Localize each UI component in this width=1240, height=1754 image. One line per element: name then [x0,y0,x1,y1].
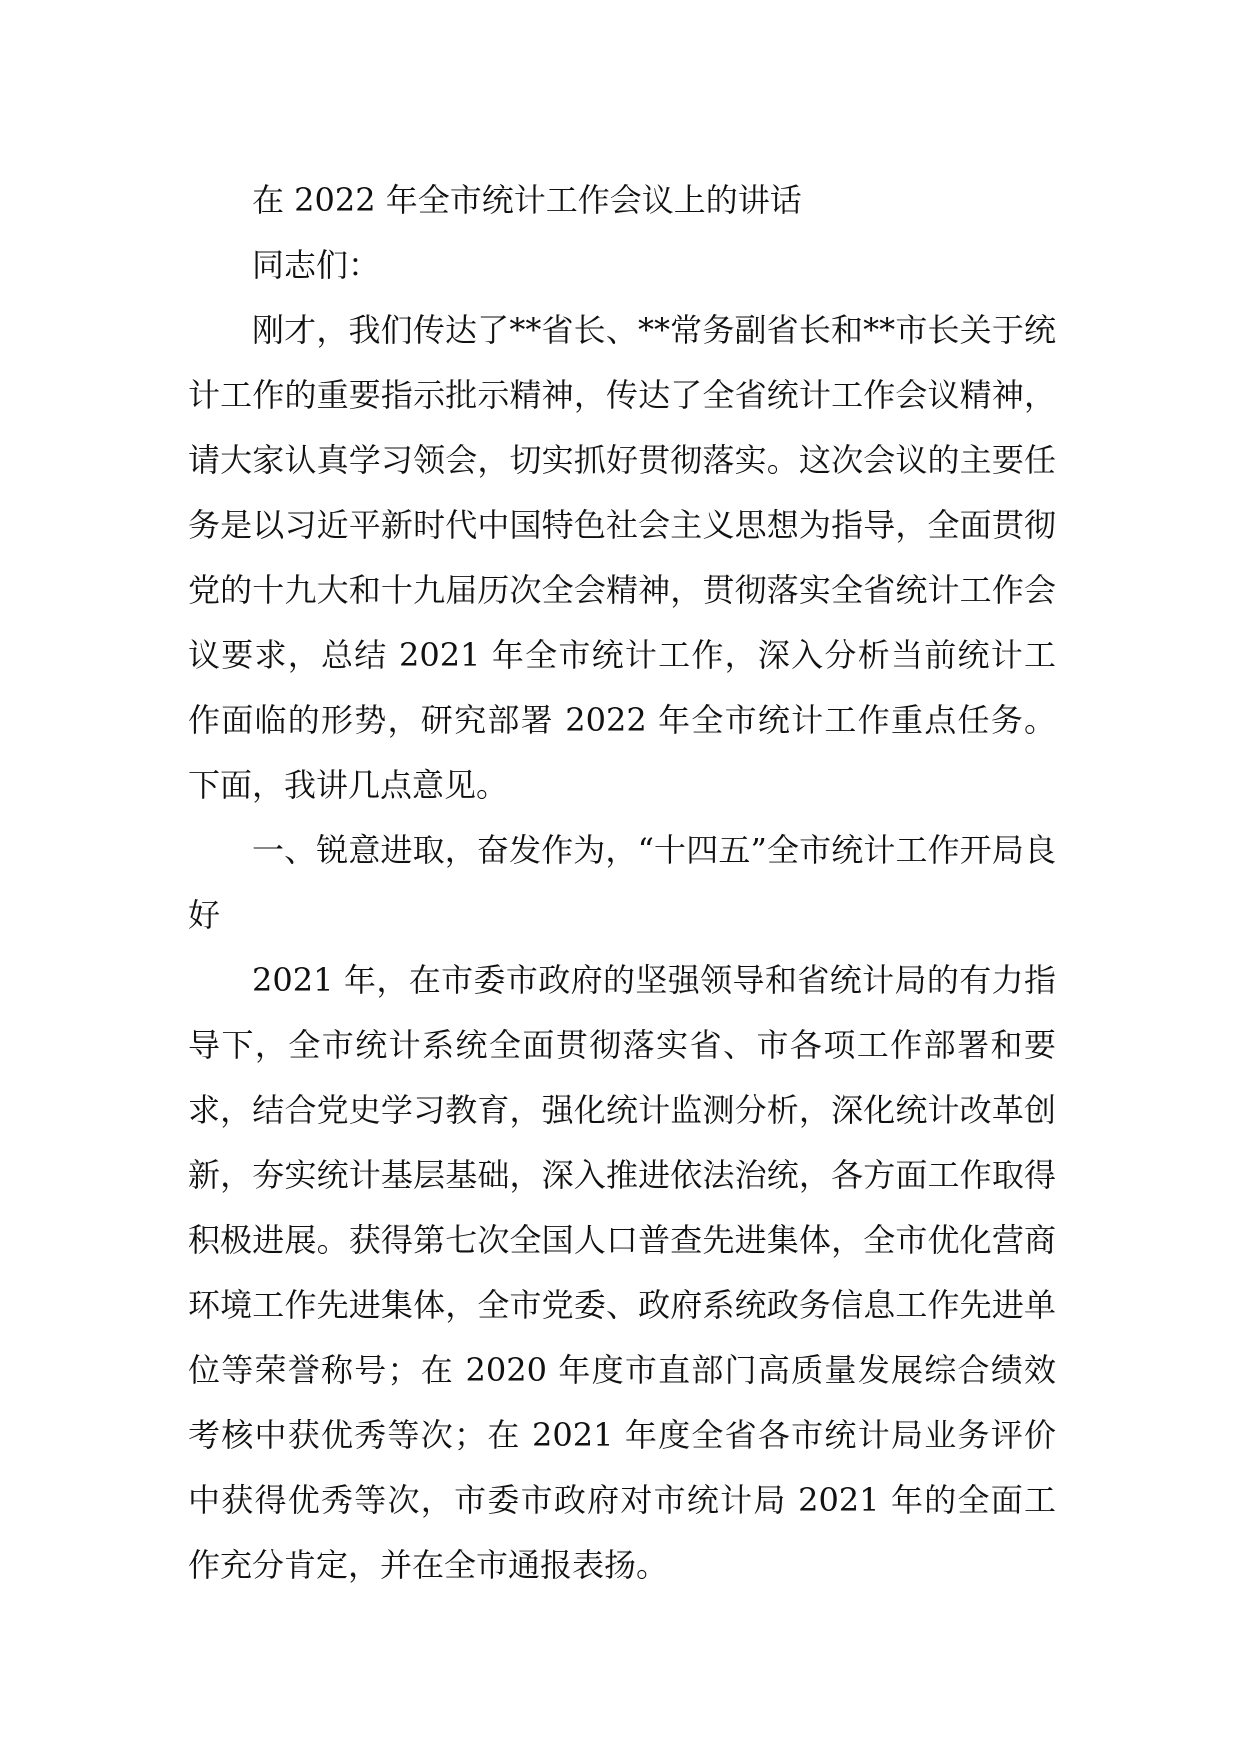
document-title: 在 2022 年全市统计工作会议上的讲话 [252,181,802,219]
section-heading-1: 一、锐意进取，奋发作为，“十四五”全市统计工作开局良好 [188,831,1056,934]
document-body [188,168,1056,1598]
salutation: 同志们： [252,246,381,284]
paragraph-2021-review: 2021 年，在市委市政府的坚强领导和省统计局的有力指导下，全市统计系统全面贯彻落实省、市各项工作部署和要求，结合党史学习教育，强化统计监测分析，深化统计改革创新，夯实统计基层基础，深入推进依法治统，各方面工作取得积极进展。获得第七次全国人口普查先进集体，全市优化营商环境工作先进集体，全市党委、政府系统政务信息工作先进单位等荣誉称号；在 2020 年度市直部门高质量发展综合绩效考核中获优秀等次；在 2021 年度全省各市统计局业务评价中获得优秀等次，市委市政府对市统计局 2021 年的全面工作充分肯定，并在全市通报表扬。 [188,961,1056,1584]
paragraph-intro: 刚才，我们传达了**省长、**常务副省长和**市长关于统计工作的重要指示批示精神，传达了全省统计工作会议精神，请大家认真学习领会，切实抓好贯彻落实。这次会议的主要任务是以习近平新时代中国特色社会主义思想为指导，全面贯彻党的十九大和十九届历次全会精神，贯彻落实全省统计工作会议要求，总结 2021 年全市统计工作，深入分析当前统计工作面临的形势，研究部署 2022 年全市统计工作重点任务。下面，我讲几点意见。 [188,311,1056,804]
